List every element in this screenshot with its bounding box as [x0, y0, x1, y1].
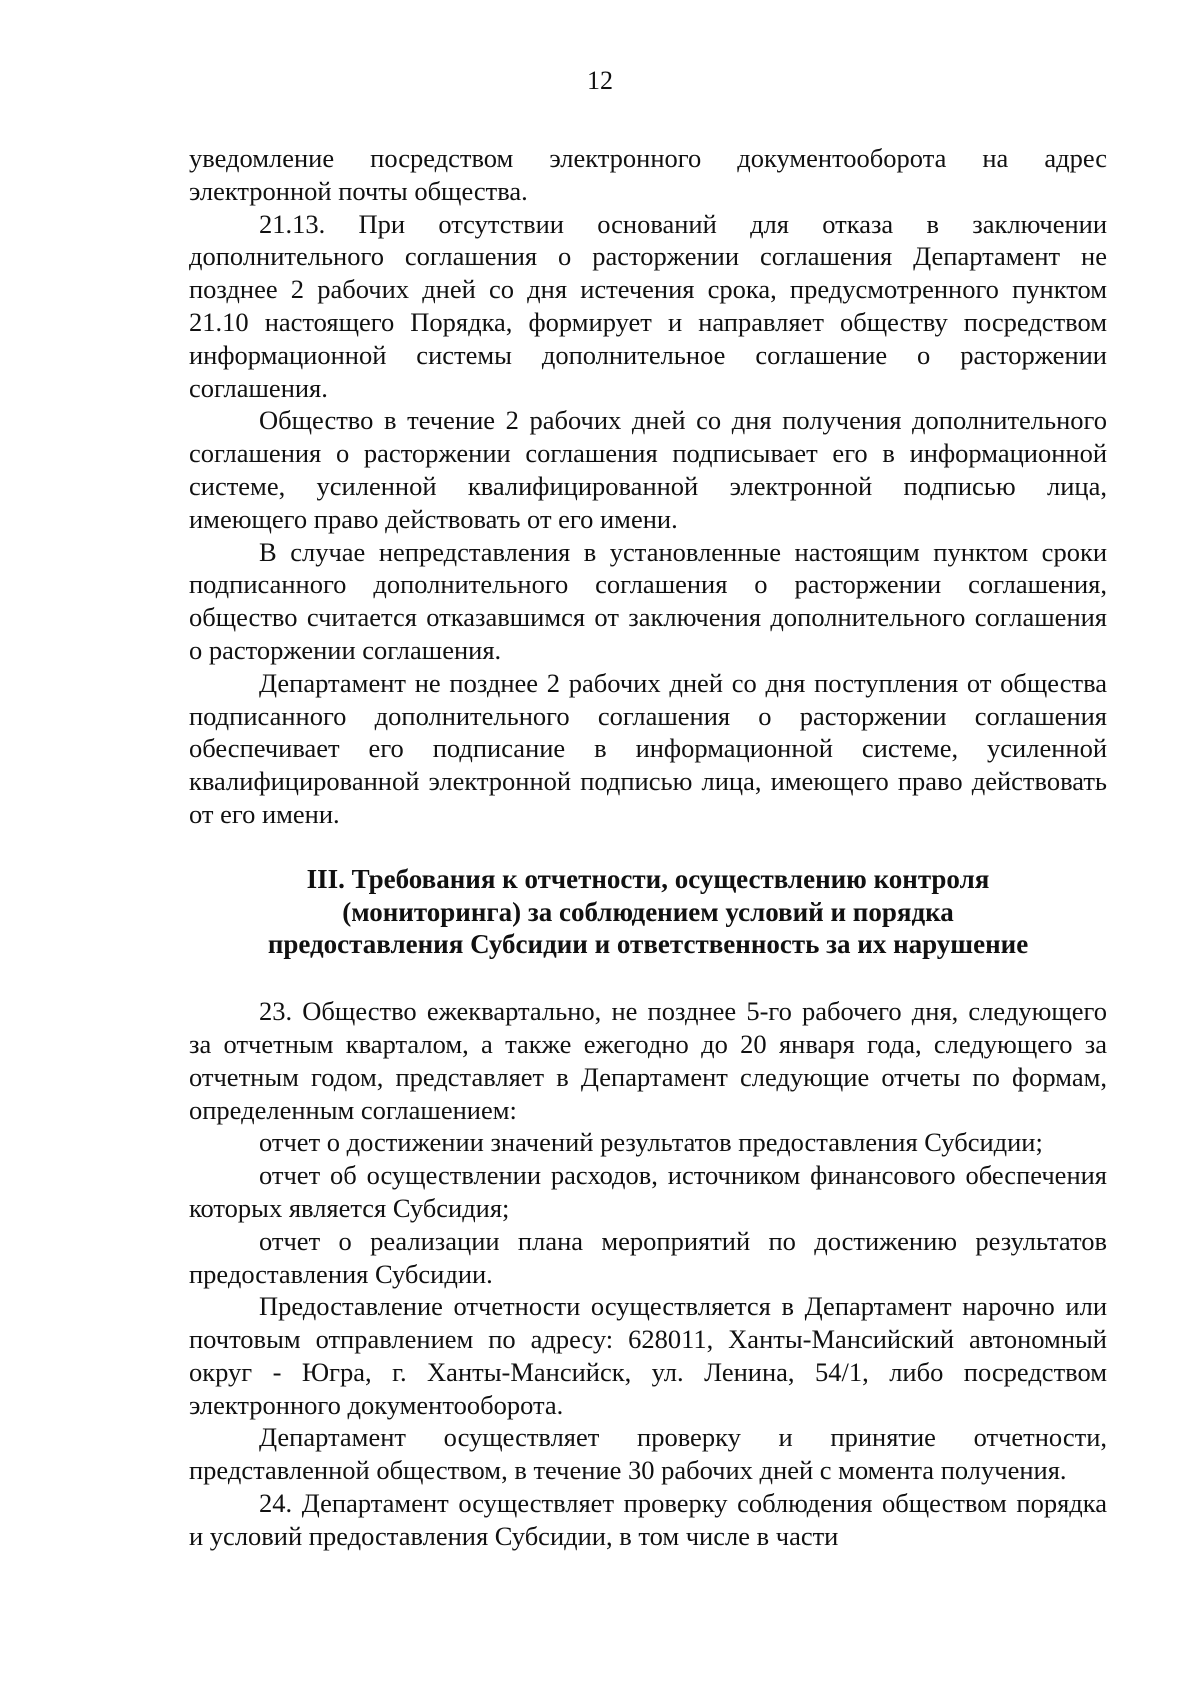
- section-heading: [189, 863, 1107, 961]
- list-item-report-results: отчет о достижении значений результатов предоставления Субсидии;: [259, 1127, 1043, 1158]
- paragraph-nonsubmission: В случае непредставления в установленные настоящим пунктом сроки подписанного дополнительного соглашения о расторжении соглашения, общество считается отказавшимся от заключения дополнительного соглашения о расторжении соглашения.: [189, 536, 1107, 665]
- paragraph-verification: Департамент осуществляет проверку и принятие отчетности, представленной обществом, в течение 30 рабочих дней с момента получения.: [189, 1422, 1107, 1486]
- paragraph-continuation: уведомление посредством электронного документооборота на адрес электронной почты общества.: [189, 143, 1107, 206]
- paragraph-21-13: 21.13. При отсутствии оснований для отказа в заключении дополнительного соглашения о расторжении соглашения Департамент не позднее 2 рабочих дней со дня истечения срока, предусмотренного пунктом 21.10 настоящего Порядка, формирует и направляет обществу посредством информационной системы дополнительное соглашение о расторжении соглашения.: [189, 208, 1107, 403]
- paragraph-department-signs: Департамент не позднее 2 рабочих дней со дня поступления от общества подписанного дополнительного соглашения о расторжении соглашения обеспечивает его подписание в информационной системе, усиленной квалифицированной электронной подписью лица, имеющего право действовать от его имени.: [189, 667, 1107, 829]
- section-heading-line-3: предоставления Субсидии и ответственность за их нарушение: [267, 929, 1029, 960]
- document-body: [189, 142, 1107, 1553]
- list-item-report-expenses: отчет об осуществлении расходов, источником финансового обеспечения которых является Субсидия;: [189, 1160, 1107, 1223]
- page-number: 12: [587, 66, 613, 95]
- paragraph-24: 24. Департамент осуществляет проверку соблюдения обществом порядка и условий предоставления Субсидии, в том числе в части: [189, 1488, 1107, 1551]
- paragraph-submission-address: Предоставление отчетности осуществляется в Департамент нарочно или почтовым отправлением по адресу: 628011, Ханты-Мансийский автономный округ - Югра, г. Ханты-Мансийск, ул. Ленина, 54/1, либо посредством электронного документооборота.: [189, 1291, 1107, 1420]
- paragraph-23: 23. Общество ежеквартально, не позднее 5-го рабочего дня, следующего за отчетным кварталом, а также ежегодно до 20 января года, следующего за отчетным годом, представляет в Департамент следующие отчеты по формам, определенным соглашением:: [189, 996, 1107, 1125]
- section-heading-line-1: III. Требования к отчетности, осуществлению контроля: [306, 863, 990, 894]
- paragraph-society-signs: Общество в течение 2 рабочих дней со дня получения дополнительного соглашения о расторжении соглашения подписывает его в информационной системе, усиленной квалифицированной электронной подписью лица, имеющего право действовать от его имени.: [189, 405, 1107, 534]
- list-item-report-plan: отчет о реализации плана мероприятий по достижению результатов предоставления Субсидии.: [189, 1225, 1107, 1289]
- section-heading-line-2: (мониторинга) за соблюдением условий и порядка: [342, 896, 954, 927]
